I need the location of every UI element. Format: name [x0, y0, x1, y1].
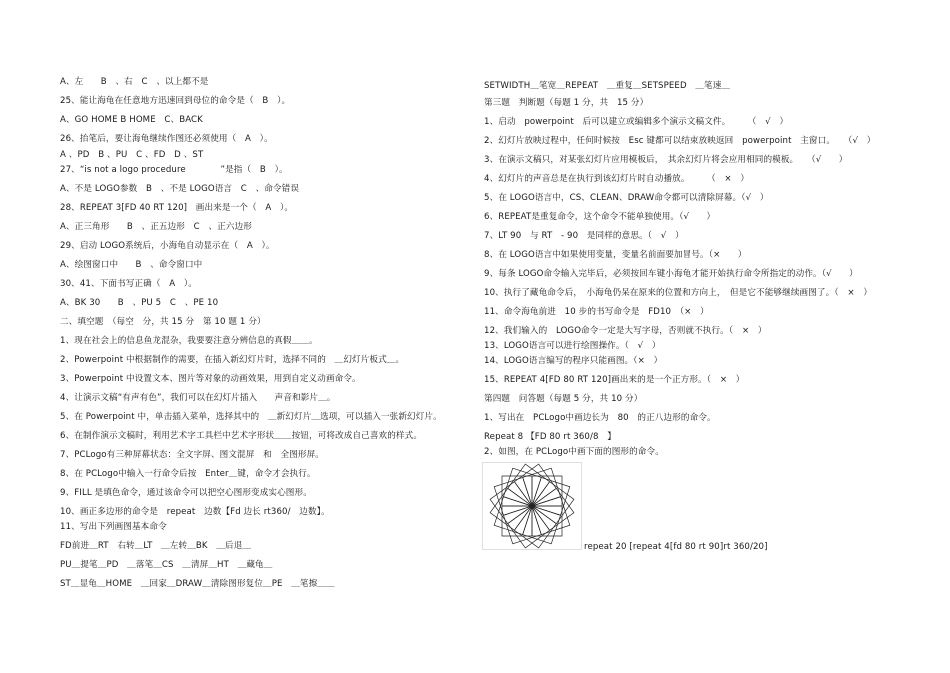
left-line: FD前进＿RT 右转＿LT ＿左转＿BK ＿后退＿ [60, 541, 252, 551]
right-line: 10、执行了藏龟命令后， 小海龟仍呆在原来的位置和方向上， 但是它不能够继续画图了。（ × ） [484, 288, 873, 298]
right-line: 12、我们输入的 LOGO命令一定是大写字母，否则就不执行。（ × ） [484, 326, 767, 336]
right-line: 6、REPEAT是重复命令，这个命令不能单独使用。（√ ） [484, 212, 716, 222]
figure-square [503, 468, 541, 506]
figure-square [532, 497, 570, 535]
figure-square [532, 476, 562, 506]
right-line: 15、REPEAT 4[FD 80 RT 120]画出来的是一个正方形。（ × ） [484, 375, 745, 385]
right-line: 4、幻灯片的声音总是在执行到该幻灯片时自动播放。 （ × ） [484, 174, 750, 184]
left-line: A 、PD B 、PU C 、FD D 、ST [60, 150, 204, 160]
figure-square [502, 476, 532, 506]
right-line: 2、幻灯片放映过程中，任何时候按 Esc 键都可以结束放映返回 powerpoint 主窗口。 （√ ） [484, 136, 876, 146]
right-line: 第四题 问答题（每题 5 分，共 10 分） [484, 394, 643, 404]
left-line: PU＿提笔＿PD ＿落笔＿CS ＿清屏＿HT ＿藏龟＿ [60, 560, 273, 570]
right-line: 14、LOGO语言编写的程序只能画图。（× ） [484, 356, 663, 366]
left-line: 9、FILL 是填色命令，通过该命令可以把空心图形变成实心图形。 [60, 488, 312, 498]
left-line: 4、让演示文稿“有声有色”，我们可以在幻灯片插入 声音和影片＿。 [60, 393, 336, 403]
left-line: 2、Powerpoint 中根据制作的需要，在插入新幻灯片时，选择不同的 ＿幻灯片板式＿。 [60, 355, 405, 365]
left-line: A、BK 30 B 、PU 5 C 、PE 10 [60, 298, 219, 308]
right-line: 5、在 LOGO语言中，CS、CLEAN、DRAW命令都可以清除屏幕。（√ ） [484, 193, 769, 203]
left-line: 1、现在社会上的信息鱼龙混杂，我要要注意分辨信息的真假＿＿。 [60, 336, 318, 346]
left-line: 10、画正多边形的命令是 repeat 边数【Fd 边长 rt360/ 边数】。 [60, 507, 330, 517]
left-line: 8、在 PCLogo中输入一行命令后按 Enter＿键，命令才会执行。 [60, 469, 316, 479]
left-line: 11、写出下列画图基本命令 [60, 522, 167, 532]
right-line: 13、LOGO语言可以进行绘图操作。（ √ ） [484, 341, 661, 351]
figure-square [532, 477, 570, 515]
right-line: Repeat 8 【FD 80 rt 360/8 】 [484, 432, 616, 442]
left-line: 6、在制作演示文稿时，利用艺术字工具栏中艺术字形状＿＿按钮，可将改成自己喜欢的样式。 [60, 431, 423, 441]
figure-square [502, 506, 532, 536]
left-line: 28、REPEAT 3[FD 40 RT 120] 画出来是一个（ A ）。 [60, 203, 294, 213]
left-line: 30、41、下面书写正确（ A ）。 [60, 279, 197, 289]
right-line: 第三题 判断题（每题 1 分，共 15 分） [484, 98, 649, 108]
left-line: A、不是 LOGO参数 B 、不是 LOGO语言 C 、命令错误 [60, 184, 300, 194]
left-line: A、左 B 、右 C 、以上都不是 [60, 77, 209, 87]
left-line: A、GO HOME B HOME C、BACK [60, 115, 203, 125]
right-line: 1、启动 powerpoint 后可以建立或编辑多个演示文稿文件。 （ √ ） [484, 117, 789, 127]
left-line: 7、PCLogo有三种屏幕状态：全文字屏、图文混屏 和 全图形屏。 [60, 450, 324, 460]
left-line: 25、能让海龟在任意地方迅速回到母位的命令是（ B ）。 [60, 96, 291, 106]
right-line: 3、在演示文稿只，对某张幻灯片应用模板后， 其余幻灯片将会应用相同的模板。 （√ ） [484, 155, 848, 165]
right-line: 7、LT 90 与 RT - 90 是同样的意思。（ √ ） [484, 231, 684, 241]
left-line: 3、Powerpoint 中设置文本、图片等对象的动画效果，用到自定义动画命令。 [60, 374, 361, 384]
figure-square [523, 468, 561, 506]
right-line: 9、每条 LOGO命令输入完毕后，必须按回车键小海龟才能开始执行命令所指定的动作。（√ ） [484, 269, 858, 279]
right-line: 11、命令海龟前进 10 步的书写命令是 FD10 （× ） [484, 307, 709, 317]
left-line: A、绘图窗口中 B 、命令窗口中 [60, 260, 203, 270]
right-line: SETWIDTH＿笔宽＿REPEAT ＿重复＿SETSPEED ＿笔速＿ [484, 81, 731, 91]
figure-square [494, 497, 532, 535]
left-line: 26、抬笔后，要让海龟继续作图还必须使用（ A ）。 [60, 134, 273, 144]
left-line: ST＿显龟＿HOME ＿回家＿DRAW＿清除图形复位＿PE ＿笔擦＿＿ [60, 579, 335, 589]
figure-square [503, 506, 541, 544]
left-line: A、正三角形 B 、正五边形 C 、正六边形 [60, 222, 252, 232]
right-line: 2、如图，在 PCLogo中画下面的图形的命令。 [484, 447, 664, 457]
rotated-squares-figure [482, 462, 582, 550]
figure-square [532, 506, 562, 536]
figure-caption: repeat 20 [repeat 4[fd 80 rt 90]rt 360/20] [584, 542, 768, 552]
figure-square [494, 477, 532, 515]
figure-square [523, 506, 561, 544]
right-line: 1、写出在 PCLogo中画边长为 80 的正八边形的命令。 [484, 413, 716, 423]
left-line: 29、启动 LOGO系统后，小海龟自动显示在（ A ）。 [60, 241, 275, 251]
left-line: 27、“is not a logo procedure ”是指（ B ）。 [60, 165, 288, 175]
left-line: 二、填空题 （每空 分，共 15 分 第 10 题 1 分） [60, 317, 266, 327]
right-line: 8、在 LOGO语言中如果使用变量，变量名前面要加冒号。（× ） [484, 250, 747, 260]
left-line: 5、在 Powerpoint 中，单击插入菜单，选择其中的 ＿新幻灯片＿选项，可以插入一张新幻灯片。 [60, 412, 442, 422]
